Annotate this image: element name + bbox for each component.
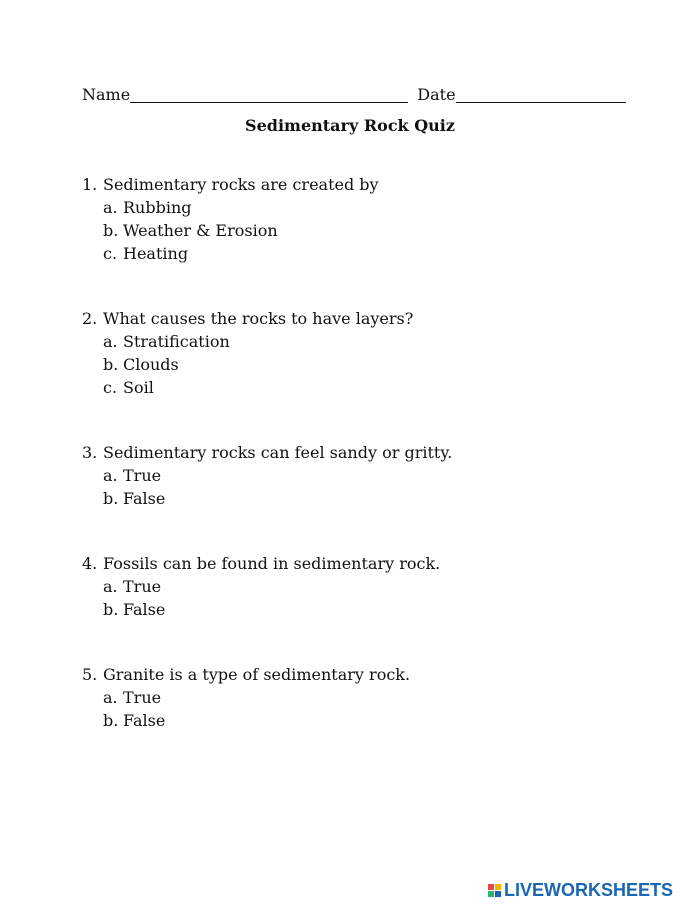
question-text: Sedimentary rocks can feel sandy or gritty. (103, 443, 453, 462)
option-letter: b. (103, 489, 119, 508)
option-b[interactable] (103, 219, 642, 242)
date-blank-line[interactable] (456, 85, 626, 103)
name-label: Name (82, 85, 131, 104)
option-c[interactable] (103, 242, 642, 265)
option-letter: a. (103, 332, 118, 351)
name-date-header (82, 84, 617, 106)
question-number: 4. (82, 554, 98, 573)
liveworksheets-brand-text: LIVEWORKSHEETS (504, 879, 674, 900)
option-b[interactable] (103, 353, 642, 376)
option-letter: a. (103, 577, 118, 596)
logo-cell-blue (495, 891, 501, 897)
option-text: False (123, 489, 166, 508)
option-letter: a. (103, 198, 118, 217)
option-list (82, 464, 642, 510)
option-letter: b. (103, 600, 119, 619)
option-a[interactable] (103, 464, 642, 487)
question-1 (82, 173, 642, 265)
question-number: 3. (82, 443, 98, 462)
question-3 (82, 441, 642, 510)
option-text: Soil (123, 378, 154, 397)
option-list (82, 686, 642, 732)
question-text: Granite is a type of sedimentary rock. (103, 665, 411, 684)
option-a[interactable] (103, 686, 642, 709)
option-a[interactable] (103, 575, 642, 598)
liveworksheets-logo-icon (488, 884, 501, 897)
question-text: What causes the rocks to have layers? (103, 309, 414, 328)
option-letter: b. (103, 355, 119, 374)
option-letter: c. (103, 378, 118, 397)
option-letter: b. (103, 711, 119, 730)
option-c[interactable] (103, 376, 642, 399)
question-list (82, 173, 642, 732)
option-text: Heating (123, 244, 189, 263)
question-number: 2. (82, 309, 98, 328)
option-text: Weather & Erosion (123, 221, 278, 240)
question-2 (82, 307, 642, 399)
option-a[interactable] (103, 330, 642, 353)
logo-cell-yellow (495, 884, 501, 890)
option-letter: c. (103, 244, 118, 263)
quiz-title: Sedimentary Rock Quiz (245, 116, 455, 135)
option-b[interactable] (103, 487, 642, 510)
option-text: Clouds (123, 355, 179, 374)
liveworksheets-watermark (488, 877, 673, 903)
option-b[interactable] (103, 709, 642, 732)
logo-cell-green (488, 891, 494, 897)
name-blank-line[interactable] (130, 85, 408, 103)
logo-cell-red (488, 884, 494, 890)
question-5 (82, 663, 642, 732)
option-letter: b. (103, 221, 119, 240)
option-text: True (123, 577, 162, 596)
option-text: False (123, 600, 166, 619)
question-number: 5. (82, 665, 98, 684)
option-text: True (123, 688, 162, 707)
option-letter: a. (103, 688, 118, 707)
option-text: False (123, 711, 166, 730)
question-text: Sedimentary rocks are created by (103, 175, 379, 194)
option-text: Stratification (123, 332, 230, 351)
option-list (82, 575, 642, 621)
option-text: Rubbing (123, 198, 192, 217)
question-number: 1. (82, 175, 98, 194)
option-list (82, 196, 642, 265)
option-b[interactable] (103, 598, 642, 621)
option-letter: a. (103, 466, 118, 485)
date-label: Date (417, 85, 456, 104)
option-a[interactable] (103, 196, 642, 219)
question-text: Fossils can be found in sedimentary rock. (103, 554, 441, 573)
option-text: True (123, 466, 162, 485)
option-list (82, 330, 642, 399)
question-4 (82, 552, 642, 621)
